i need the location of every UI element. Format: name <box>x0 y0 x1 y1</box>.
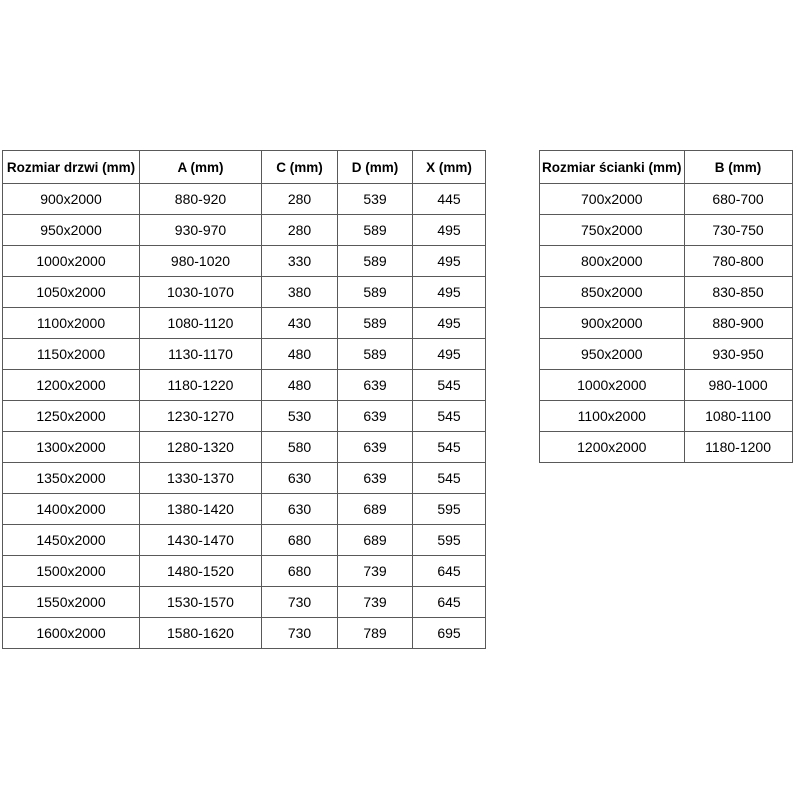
table-cell: 980-1020 <box>140 246 262 277</box>
table-cell: 1580-1620 <box>140 618 262 649</box>
table-cell: 639 <box>338 370 413 401</box>
table-cell: 639 <box>338 401 413 432</box>
table-cell: 750x2000 <box>540 215 685 246</box>
table-row <box>3 308 486 339</box>
table-cell: 589 <box>338 277 413 308</box>
table-cell: 950x2000 <box>540 339 685 370</box>
table-cell: 1100x2000 <box>3 308 140 339</box>
table-cell: 700x2000 <box>540 184 685 215</box>
table-cell: 545 <box>413 432 486 463</box>
column-header: C (mm) <box>262 151 338 184</box>
table-cell: 380 <box>262 277 338 308</box>
table-cell: 850x2000 <box>540 277 685 308</box>
table-row <box>540 370 793 401</box>
table-cell: 1500x2000 <box>3 556 140 587</box>
table-cell: 880-920 <box>140 184 262 215</box>
table-row <box>3 370 486 401</box>
table-row <box>3 587 486 618</box>
table-row <box>540 401 793 432</box>
table-row <box>540 246 793 277</box>
door-sizes-table <box>2 150 486 649</box>
table-cell: 1280-1320 <box>140 432 262 463</box>
column-header: A (mm) <box>140 151 262 184</box>
table-cell: 495 <box>413 215 486 246</box>
table-cell: 680-700 <box>684 184 792 215</box>
table-cell: 1600x2000 <box>3 618 140 649</box>
table-row <box>3 246 486 277</box>
table-cell: 730-750 <box>684 215 792 246</box>
table-cell: 1400x2000 <box>3 494 140 525</box>
table-cell: 495 <box>413 246 486 277</box>
table-row <box>3 432 486 463</box>
table-cell: 589 <box>338 308 413 339</box>
table-cell: 280 <box>262 184 338 215</box>
table-row <box>3 277 486 308</box>
table-cell: 1130-1170 <box>140 339 262 370</box>
table-cell: 1030-1070 <box>140 277 262 308</box>
table-cell: 530 <box>262 401 338 432</box>
table-cell: 830-850 <box>684 277 792 308</box>
table-row <box>540 339 793 370</box>
table-row <box>3 494 486 525</box>
header-row <box>540 151 793 184</box>
table-cell: 689 <box>338 494 413 525</box>
table-cell: 695 <box>413 618 486 649</box>
column-header: Rozmiar drzwi (mm) <box>3 151 140 184</box>
table-cell: 1180-1200 <box>684 432 792 463</box>
table-cell: 1150x2000 <box>3 339 140 370</box>
table-cell: 1480-1520 <box>140 556 262 587</box>
column-header: Rozmiar ścianki (mm) <box>540 151 685 184</box>
table-cell: 689 <box>338 525 413 556</box>
table-cell: 589 <box>338 246 413 277</box>
table-cell: 480 <box>262 370 338 401</box>
table-cell: 630 <box>262 494 338 525</box>
table-cell: 680 <box>262 556 338 587</box>
table-row <box>3 215 486 246</box>
table-row <box>3 463 486 494</box>
table-cell: 1200x2000 <box>3 370 140 401</box>
table-cell: 730 <box>262 587 338 618</box>
wall-sizes-table <box>539 150 793 463</box>
table-row <box>3 618 486 649</box>
table-row <box>540 308 793 339</box>
table-cell: 580 <box>262 432 338 463</box>
table-cell: 730 <box>262 618 338 649</box>
table-cell: 880-900 <box>684 308 792 339</box>
table-row <box>540 277 793 308</box>
table-cell: 495 <box>413 277 486 308</box>
table-cell: 800x2000 <box>540 246 685 277</box>
table-cell: 980-1000 <box>684 370 792 401</box>
table-row <box>3 339 486 370</box>
table-cell: 595 <box>413 525 486 556</box>
table-cell: 1380-1420 <box>140 494 262 525</box>
table-cell: 589 <box>338 339 413 370</box>
table-cell: 545 <box>413 370 486 401</box>
table-row <box>540 184 793 215</box>
table-cell: 280 <box>262 215 338 246</box>
table-cell: 930-970 <box>140 215 262 246</box>
table-cell: 1080-1120 <box>140 308 262 339</box>
table-cell: 1080-1100 <box>684 401 792 432</box>
table-cell: 1100x2000 <box>540 401 685 432</box>
column-header: D (mm) <box>338 151 413 184</box>
table-cell: 430 <box>262 308 338 339</box>
table-row <box>3 556 486 587</box>
table-cell: 1230-1270 <box>140 401 262 432</box>
table-cell: 900x2000 <box>540 308 685 339</box>
table-cell: 445 <box>413 184 486 215</box>
table-row <box>540 215 793 246</box>
table-cell: 739 <box>338 556 413 587</box>
table-row <box>3 401 486 432</box>
table-cell: 1250x2000 <box>3 401 140 432</box>
table-cell: 739 <box>338 587 413 618</box>
table-cell: 330 <box>262 246 338 277</box>
table-cell: 539 <box>338 184 413 215</box>
table-cell: 645 <box>413 587 486 618</box>
table-cell: 930-950 <box>684 339 792 370</box>
table-cell: 595 <box>413 494 486 525</box>
table-cell: 780-800 <box>684 246 792 277</box>
table-cell: 680 <box>262 525 338 556</box>
table-cell: 1000x2000 <box>3 246 140 277</box>
table-cell: 1530-1570 <box>140 587 262 618</box>
table-row <box>3 525 486 556</box>
table-cell: 950x2000 <box>3 215 140 246</box>
column-header: B (mm) <box>684 151 792 184</box>
table-cell: 1000x2000 <box>540 370 685 401</box>
table-cell: 900x2000 <box>3 184 140 215</box>
table-cell: 545 <box>413 463 486 494</box>
table-cell: 545 <box>413 401 486 432</box>
table-cell: 1200x2000 <box>540 432 685 463</box>
table-cell: 1550x2000 <box>3 587 140 618</box>
table-cell: 1050x2000 <box>3 277 140 308</box>
table-cell: 589 <box>338 215 413 246</box>
table-cell: 495 <box>413 308 486 339</box>
table-cell: 630 <box>262 463 338 494</box>
table-cell: 480 <box>262 339 338 370</box>
table-cell: 1430-1470 <box>140 525 262 556</box>
table-cell: 1300x2000 <box>3 432 140 463</box>
header-row <box>3 151 486 184</box>
table-cell: 639 <box>338 463 413 494</box>
table-cell: 495 <box>413 339 486 370</box>
table-cell: 1350x2000 <box>3 463 140 494</box>
table-cell: 1180-1220 <box>140 370 262 401</box>
table-cell: 639 <box>338 432 413 463</box>
column-header: X (mm) <box>413 151 486 184</box>
table-cell: 1330-1370 <box>140 463 262 494</box>
table-cell: 1450x2000 <box>3 525 140 556</box>
table-cell: 645 <box>413 556 486 587</box>
table-row <box>3 184 486 215</box>
table-cell: 789 <box>338 618 413 649</box>
table-row <box>540 432 793 463</box>
